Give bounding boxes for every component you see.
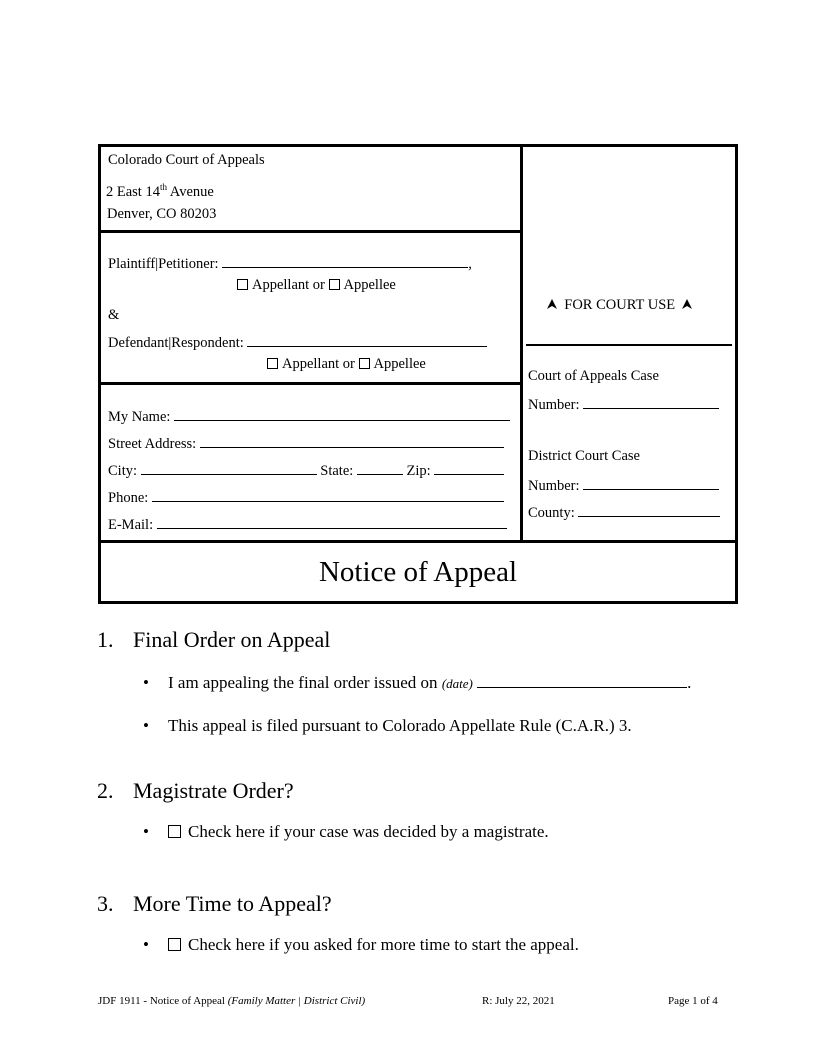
plaintiff-appellant-checkbox[interactable] xyxy=(237,279,248,290)
footer-revision: R: July 22, 2021 xyxy=(482,995,555,1007)
list-item: • Check here if your case was decided by a magistrate. xyxy=(143,822,549,841)
my-name-input[interactable] xyxy=(174,406,510,421)
more-time-checkbox[interactable] xyxy=(168,938,181,951)
plaintiff-appellee-checkbox[interactable] xyxy=(329,279,340,290)
plaintiff-field: Plaintiff|Petitioner: , xyxy=(108,253,472,273)
title-cell xyxy=(101,544,735,601)
phone-field: Phone: xyxy=(108,487,504,507)
street-address-field: Street Address: xyxy=(108,433,504,453)
district-case-label: District Court Case xyxy=(528,448,640,464)
court-street: 2 East 14th Avenue xyxy=(106,182,214,200)
final-order-date-input[interactable] xyxy=(477,672,687,688)
page-title: Notice of Appeal xyxy=(318,556,518,588)
district-case-number-field: Number: xyxy=(528,475,719,495)
street-address-input[interactable] xyxy=(200,433,504,448)
county-field: County: xyxy=(528,502,720,522)
list-item: • This appeal is filed pursuant to Colorado Appellate Rule (C.A.R.) 3. xyxy=(143,716,632,735)
caption-table xyxy=(98,144,738,604)
court-use-label: FOR COURT USE xyxy=(547,296,692,314)
footer-form-id: JDF 1911 - Notice of Appeal (Family Matter | District Civil) xyxy=(98,995,366,1007)
state-input[interactable] xyxy=(357,460,403,475)
county-input[interactable] xyxy=(578,502,720,517)
magistrate-checkbox[interactable] xyxy=(168,825,181,838)
bullet-icon: • xyxy=(143,716,149,735)
footer-page-number: Page 1 of 4 xyxy=(668,995,718,1007)
arrow-up-icon xyxy=(682,299,692,309)
defendant-field xyxy=(108,332,487,352)
appeals-case-number-field: Number: xyxy=(528,394,719,414)
section-2-heading: 2. Magistrate Order? xyxy=(97,778,294,803)
email-input[interactable] xyxy=(157,514,507,529)
plaintiff-label: Plaintiff|Petitioner: xyxy=(108,256,219,272)
defendant-appellee-checkbox[interactable] xyxy=(359,358,370,369)
bullet-icon: • xyxy=(143,935,149,954)
city-input[interactable] xyxy=(141,460,317,475)
list-item: • I am appealing the final order issued on (date) . xyxy=(143,673,692,692)
arrow-up-icon xyxy=(547,299,557,309)
defendant-appellant-checkbox[interactable] xyxy=(267,358,278,369)
defendant-input[interactable] xyxy=(247,332,487,347)
ampersand: & xyxy=(108,307,120,323)
defendant-label: Defendant|Respondent: xyxy=(108,335,244,351)
appeals-case-number-input[interactable] xyxy=(583,394,719,409)
plaintiff-input[interactable] xyxy=(222,253,468,268)
divider-court-use xyxy=(526,344,732,346)
phone-input[interactable] xyxy=(152,487,504,502)
bullet-icon: • xyxy=(143,822,149,841)
defendant-role: Appellant or Appellee xyxy=(267,355,426,373)
divider-parties-filer xyxy=(101,382,521,385)
court-name: Colorado Court of Appeals xyxy=(108,152,265,168)
zip-input[interactable] xyxy=(434,460,504,475)
district-case-number-input[interactable] xyxy=(583,475,719,490)
court-city: Denver, CO 80203 xyxy=(107,206,217,222)
caption-divider-vertical xyxy=(520,147,523,542)
plaintiff-role: Appellant or Appellee xyxy=(237,276,396,294)
divider-title xyxy=(101,540,735,543)
my-name-field: My Name: xyxy=(108,406,510,426)
section-3-heading: 3. More Time to Appeal? xyxy=(97,891,332,916)
section-1-heading: 1. Final Order on Appeal xyxy=(97,627,331,652)
city-state-zip-field: City: State: Zip: xyxy=(108,460,504,480)
divider-court-parties xyxy=(101,230,521,233)
list-item: • Check here if you asked for more time to start the appeal. xyxy=(143,935,579,954)
bullet-icon: • xyxy=(143,673,149,692)
email-field: E-Mail: xyxy=(108,514,507,534)
appeals-case-label: Court of Appeals Case xyxy=(528,368,659,384)
